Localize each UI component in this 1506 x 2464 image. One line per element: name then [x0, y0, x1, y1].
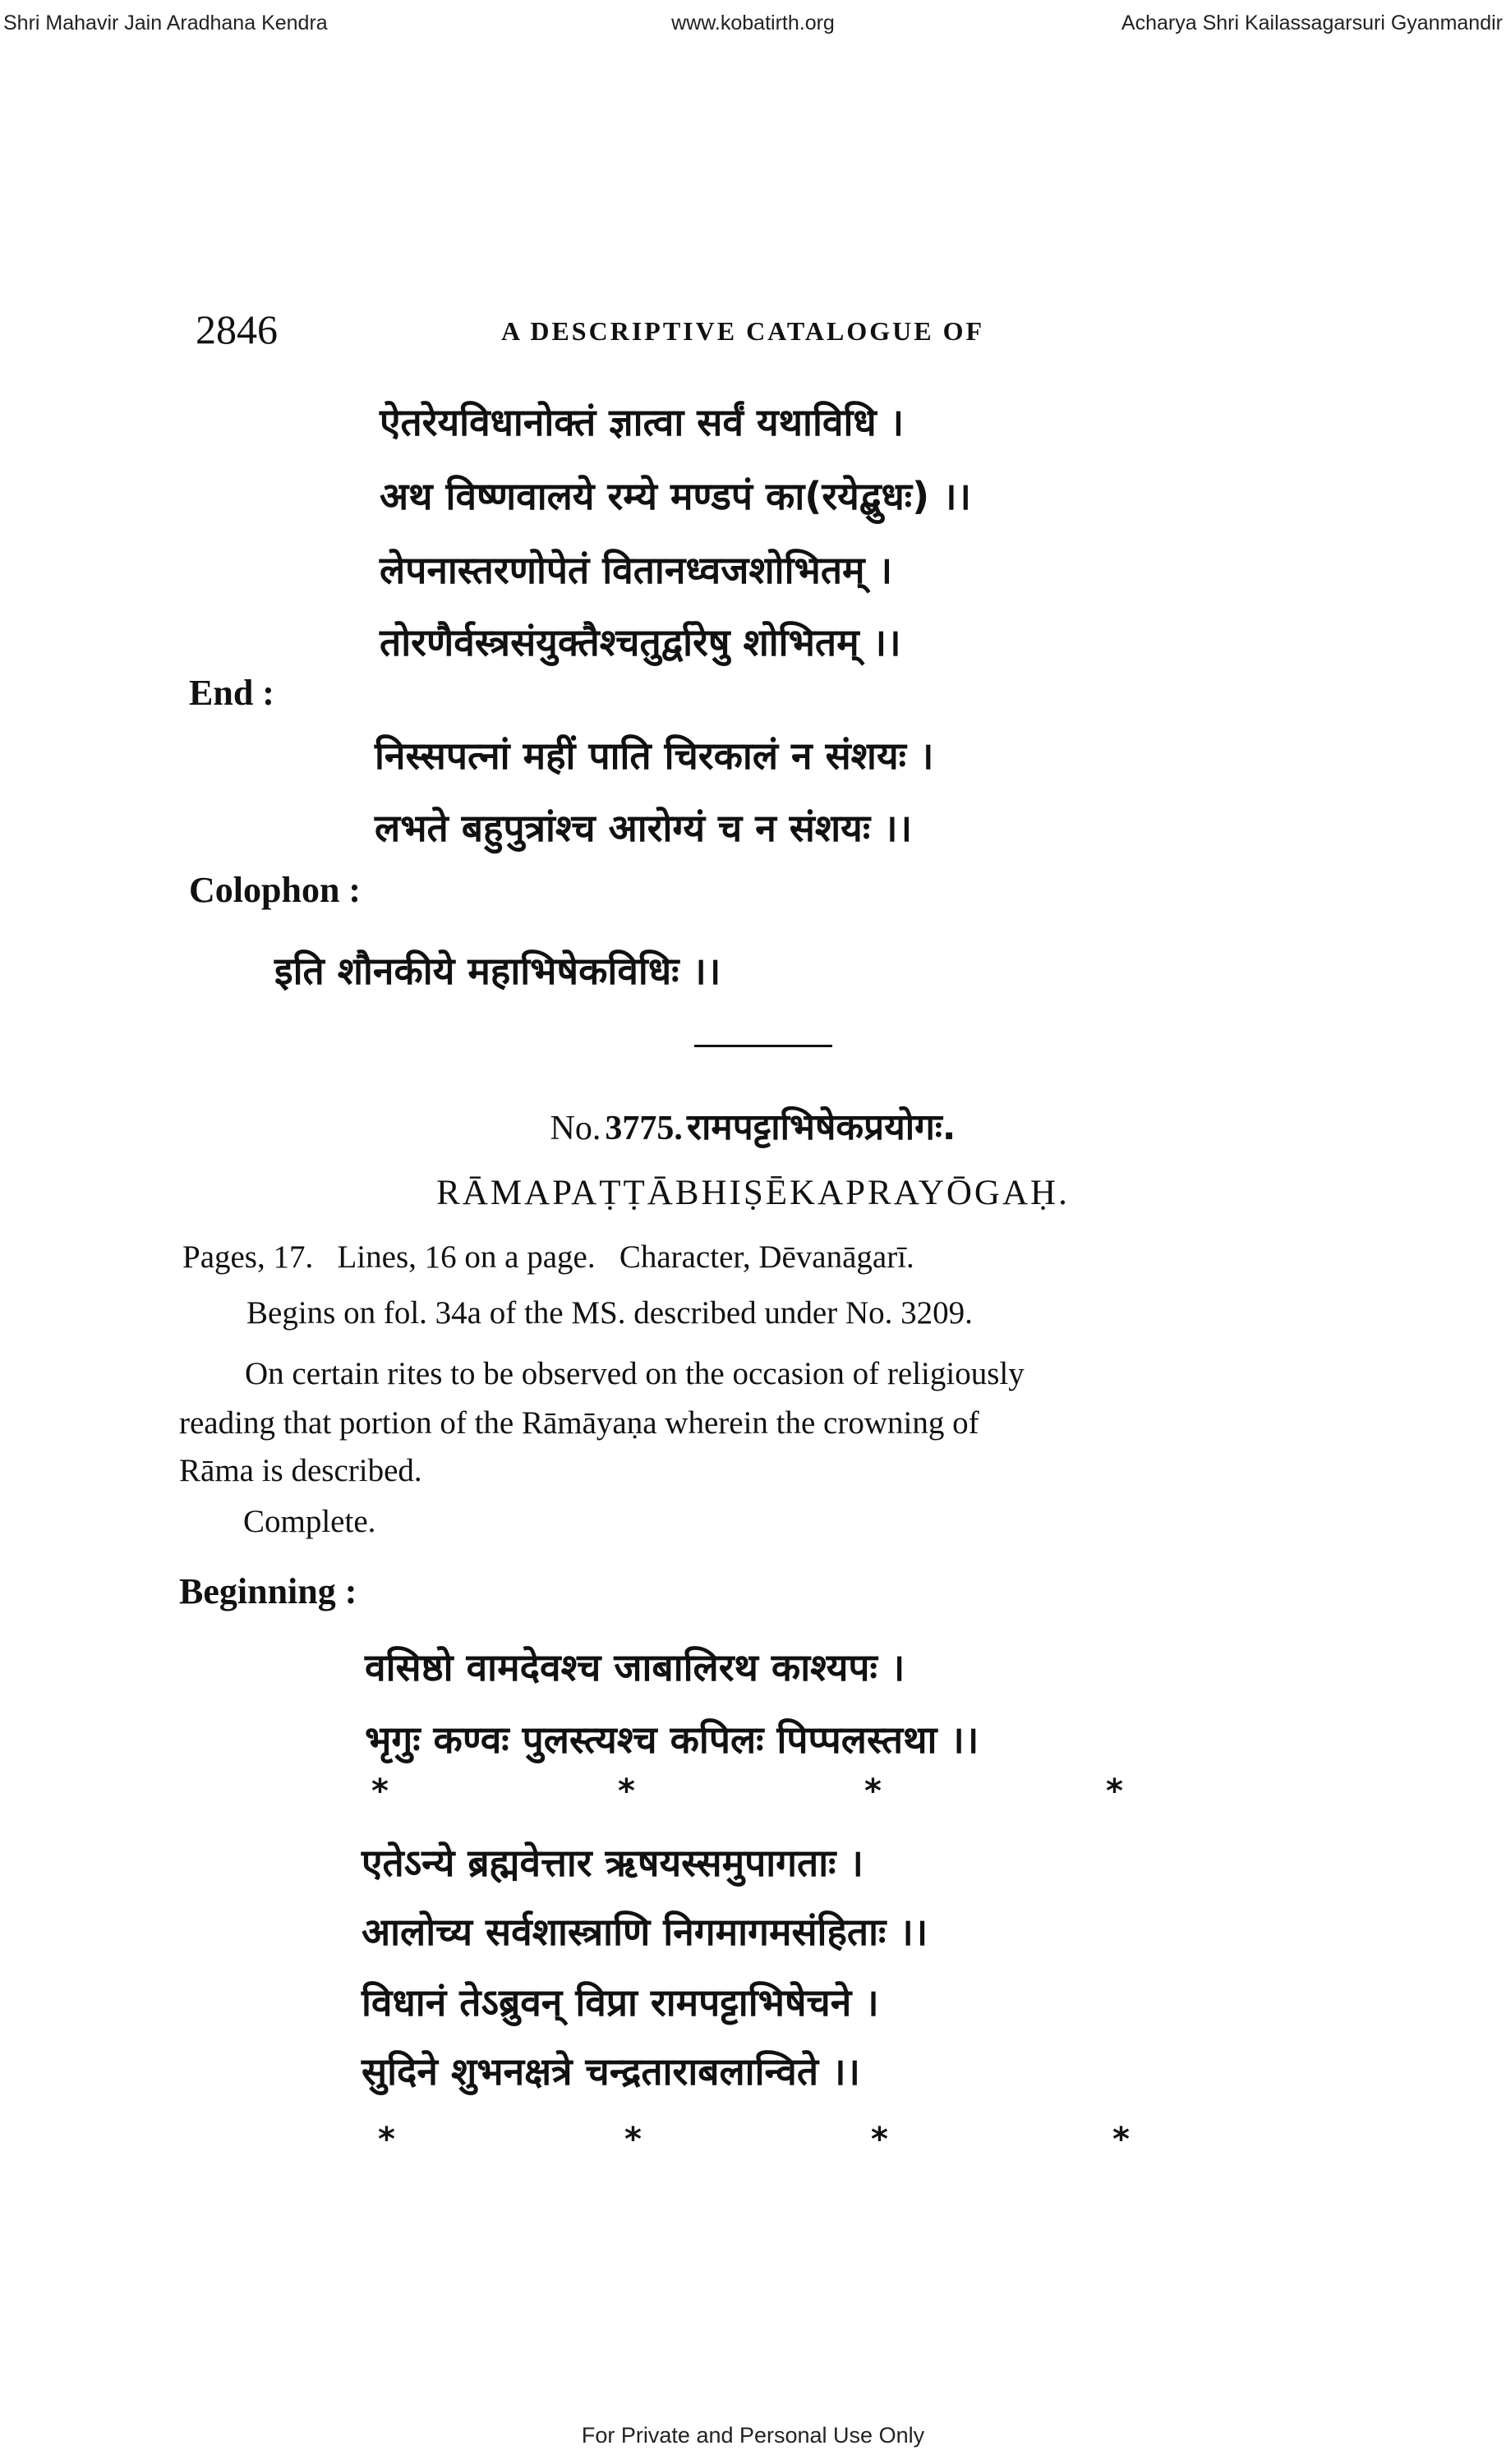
section-divider: [694, 1045, 832, 1047]
verse-line: ऐतरेयविधानोक्तं ज्ञात्वा सर्वं यथाविधि ।: [380, 400, 905, 444]
entry-status: Complete.: [243, 1504, 376, 1539]
entry-begins: Begins on fol. 34a of the MS. described under No. 3209.: [246, 1295, 973, 1331]
asterisk-mark: *: [1106, 1772, 1123, 1810]
entry-description-line: Rāma is described.: [179, 1453, 422, 1488]
header-left-text: Shri Mahavir Jain Aradhana Kendra: [3, 11, 328, 34]
entry-details: Pages, 17. Lines, 16 on a page. Character, Dēvanāgarī.: [182, 1239, 914, 1275]
asterisk-mark: *: [864, 1772, 882, 1810]
verse-line: तोरणैर्वस्त्रसंयुक्तैश्चतुर्द्वारेषु शोभितम् ।।: [380, 620, 901, 664]
verse-line: निस्सपत्नां महीं पाति चिरकालं न संशयः ।: [375, 733, 934, 778]
entry-description-line: On certain rites to be observed on the occasion of religiously: [245, 1356, 1025, 1391]
asterisk-mark: *: [624, 2121, 642, 2158]
page-number: 2846: [196, 306, 278, 352]
asterisk-mark: *: [871, 2121, 888, 2158]
footer-text: For Private and Personal Use Only: [581, 2423, 925, 2448]
header-center-url: www.kobatirth.org: [671, 11, 835, 34]
asterisk-mark: *: [371, 1772, 389, 1810]
running-title: A DESCRIPTIVE CATALOGUE OF: [501, 316, 984, 346]
asterisk-mark: *: [618, 1772, 635, 1810]
entry-title-transliteration: RĀMAPAṬṬĀBHIṢĒKAPRAYŌGAḤ.: [436, 1174, 1070, 1212]
verse-line: अथ विष्णवालये रम्ये मण्डपं का(रयेद्बुधः) ।।: [380, 474, 971, 518]
verse-line: लेपनास्तरणोपेतं वितानध्वजशोभितम् ।: [380, 548, 893, 592]
verse-line: विधानं तेऽब्रुवन् विप्रा रामपट्टाभिषेचने ।: [362, 1980, 879, 2025]
verse-line: एतेऽन्ये ब्रह्मवेत्तार ऋषयस्समुपागताः ।: [362, 1841, 864, 1885]
verse-line: आलोच्य सर्वशास्त्राणि निगमागमसंहिताः ।।: [362, 1910, 928, 1954]
end-label: End :: [189, 673, 274, 713]
verse-line: भृगुः कण्वः पुलस्त्यश्च कपिलः पिप्पलस्तथा ।।: [365, 1717, 979, 1762]
entry-description-line: reading that portion of the Rāmāyaṇa wherein the crowning of: [179, 1405, 979, 1441]
entry-no-label: No.: [550, 1110, 601, 1147]
beginning-label: Beginning :: [179, 1571, 357, 1611]
entry-title-sanskrit: रामपट्टाभिषेकप्रयोगः.: [687, 1106, 956, 1148]
verse-line: लभते बहुपुत्रांश्च आरोग्यं च न संशयः ।।: [375, 806, 913, 850]
asterisk-mark: *: [378, 2121, 395, 2158]
colophon-label: Colophon :: [189, 870, 362, 910]
verse-line: सुदिने शुभनक्षत्रे चन्द्रताराबलान्विते ।।: [362, 2049, 860, 2094]
header-right-text: Acharya Shri Kailassagarsuri Gyanmandir: [1121, 11, 1503, 34]
asterisk-mark: *: [1112, 2121, 1130, 2158]
entry-title: [0, 1101, 1506, 1150]
colophon-text: इति शौनकीये महाभिषेकविधिः ।।: [274, 949, 721, 993]
entry-number: 3775.: [605, 1110, 683, 1147]
verse-line: वसिष्ठो वामदेवश्च जाबालिरथ काश्यपः ।: [365, 1645, 905, 1689]
